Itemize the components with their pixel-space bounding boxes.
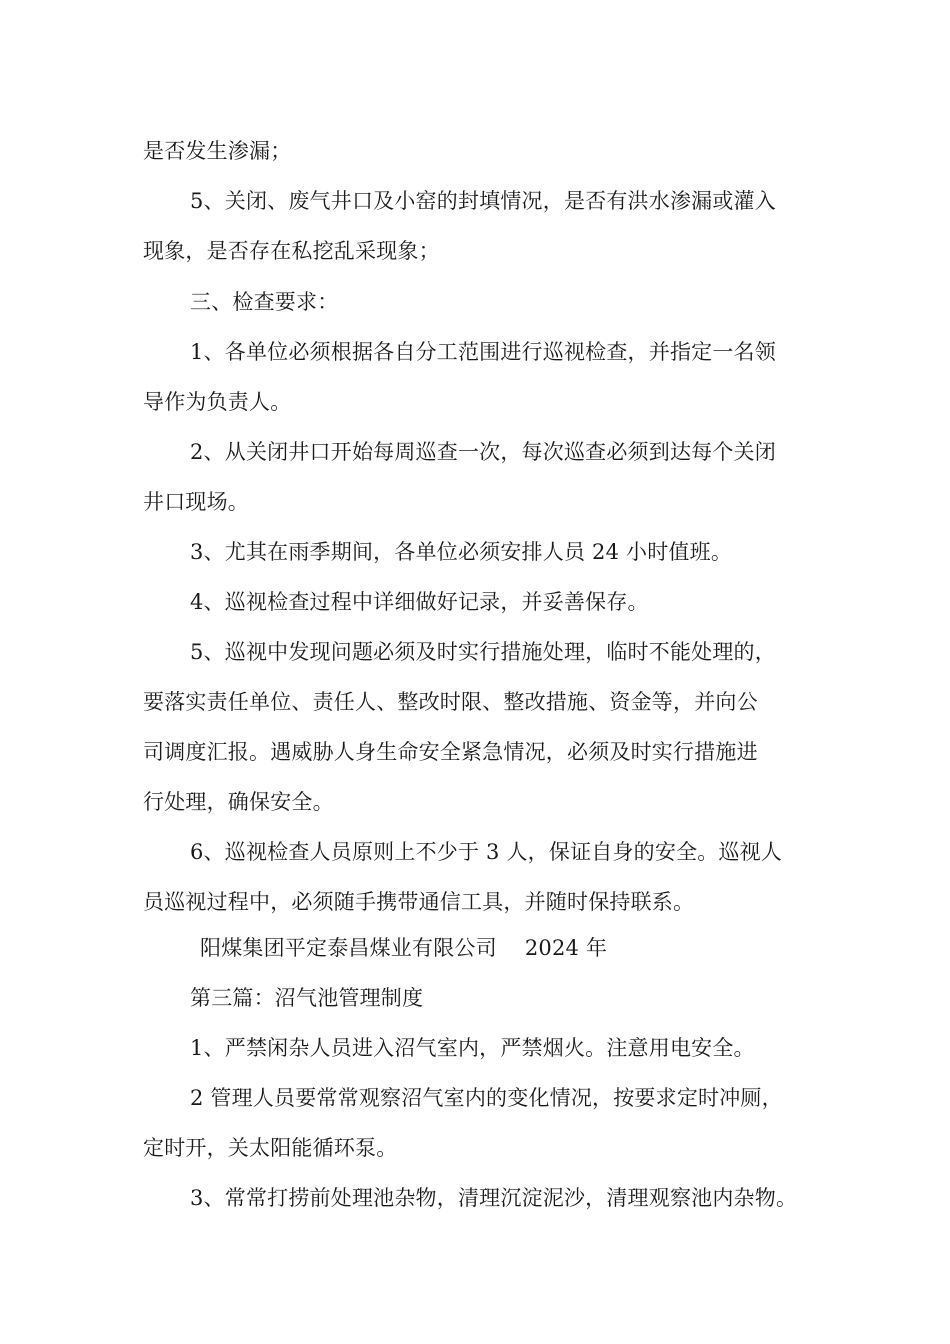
text-line: 2 管理人员要常常观察沼气室内的变化情况，按要求定时冲厕， xyxy=(190,1086,783,1110)
text-line: 定时开，关太阳能循环泵。 xyxy=(143,1136,398,1160)
chapter-title: 第三篇：沼气池管理制度 xyxy=(190,986,424,1010)
text-line: 3、常常打捞前处理池杂物，清理沉淀泥沙，清理观察池内杂物。 xyxy=(190,1186,798,1210)
text-line: 井口现场。 xyxy=(143,490,249,514)
text-line: 3、尤其在雨季期间，各单位必须安排人员 24 小时值班。 xyxy=(190,540,733,564)
text-line: 4、巡视检查过程中详细做好记录，并妥善保存。 xyxy=(190,590,649,614)
text-line: 要落实责任单位、责任人、整改时限、整改措施、资金等，并向公 xyxy=(143,690,758,714)
text-line: 6、巡视检查人员原则上不少于 3 人，保证自身的安全。巡视人 xyxy=(190,840,783,864)
text-line: 是否发生渗漏； xyxy=(143,139,292,163)
text-line: 5、巡视中发现问题必须及时实行措施处理，临时不能处理的， xyxy=(190,640,776,664)
text-line: 1、严禁闲杂人员进入沼气室内，严禁烟火。注意用电安全。 xyxy=(190,1036,755,1060)
text-line: 2、从关闭井口开始每周巡查一次，每次巡查必须到达每个关闭 xyxy=(190,440,776,464)
signature-line: 阳煤集团平定泰昌煤业有限公司 2024 年 xyxy=(200,936,608,960)
text-line: 员巡视过程中，必须随手携带通信工具，并随时保持联系。 xyxy=(143,890,695,914)
text-line: 现象，是否存在私挖乱采现象； xyxy=(143,239,440,263)
text-line: 1、各单位必须根据各自分工范围进行巡视检查，并指定一名领 xyxy=(190,340,776,364)
section-heading: 三、检查要求： xyxy=(190,290,339,314)
text-line: 行处理，确保安全。 xyxy=(143,790,334,814)
text-line: 导作为负责人。 xyxy=(143,390,292,414)
text-line: 司调度汇报。遇威胁人身生命安全紧急情况，必须及时实行措施进 xyxy=(143,740,758,764)
text-line: 5、关闭、废气井口及小窑的封填情况，是否有洪水渗漏或灌入 xyxy=(190,189,776,213)
